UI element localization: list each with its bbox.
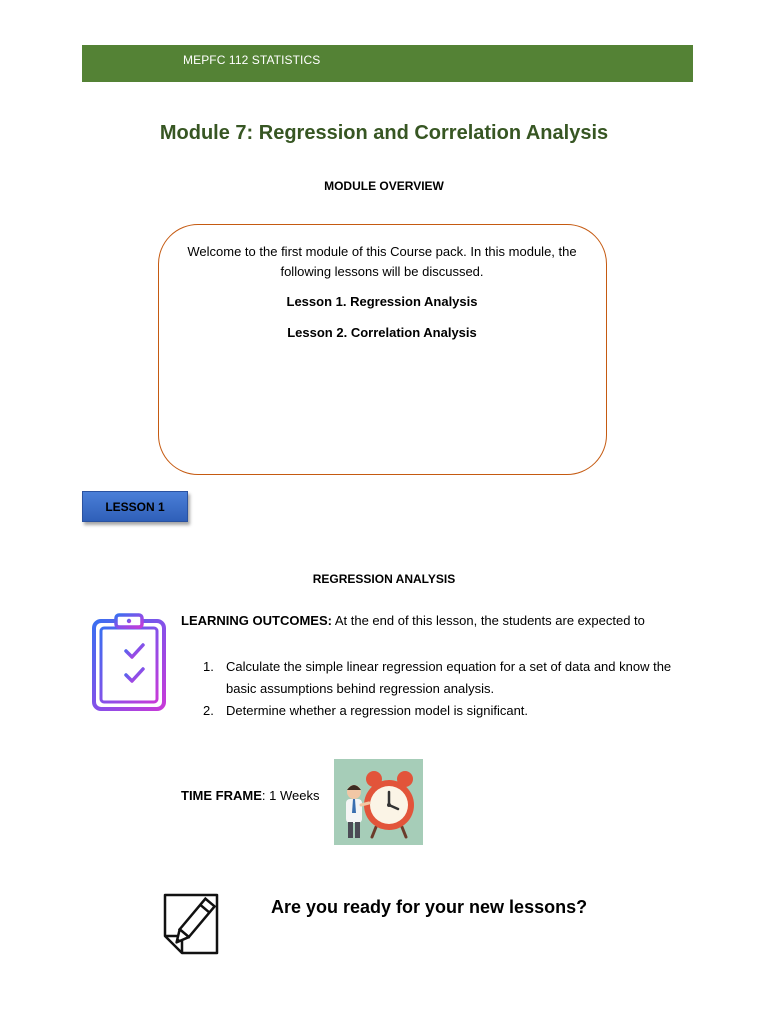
time-frame: [181, 788, 319, 803]
time-frame-label: TIME FRAME: [181, 788, 262, 803]
list-item: [203, 656, 703, 700]
clipboard-checklist-icon: [90, 611, 168, 713]
header-bar: [82, 45, 693, 82]
ready-prompt: Are you ready for your new lessons?: [271, 897, 588, 917]
list-item-text: Determine whether a regression model is significant.: [226, 703, 529, 718]
outcome-list: [203, 656, 703, 722]
learning-outcomes-line: [181, 613, 645, 628]
overview-heading: MODULE OVERVIEW: [324, 179, 444, 193]
course-code: MEPFC 112 STATISTICS: [183, 53, 321, 67]
learning-outcomes-label: LEARNING OUTCOMES:: [181, 613, 332, 628]
list-item-number: 2.: [203, 703, 214, 718]
list-item-number: 1.: [203, 659, 214, 674]
overview-lesson-2: Lesson 2. Correlation Analysis: [287, 325, 477, 340]
learning-outcomes-intro: At the end of this lesson, the students are expected to: [331, 613, 645, 628]
overview-intro: Welcome to the first module of this Course pack. In this module, the following lessons will be discussed.: [187, 244, 577, 279]
overview-box: [158, 224, 607, 475]
pencil-paper-icon: [162, 892, 220, 956]
overview-lesson-1: Lesson 1. Regression Analysis: [286, 294, 478, 309]
alarm-clock-illustration: [334, 759, 423, 845]
module-title: Module 7: Regression and Correlation Analysis: [159, 122, 609, 144]
list-item-text: Calculate the simple linear regression equation for a set of data and know the basic assumptions behind regression analysis.: [226, 659, 672, 696]
section-heading: REGRESSION ANALYSIS: [312, 572, 456, 586]
time-frame-value: : 1 Weeks: [261, 788, 320, 803]
list-item: [203, 700, 703, 722]
lesson-badge: LESSON 1: [82, 491, 188, 522]
